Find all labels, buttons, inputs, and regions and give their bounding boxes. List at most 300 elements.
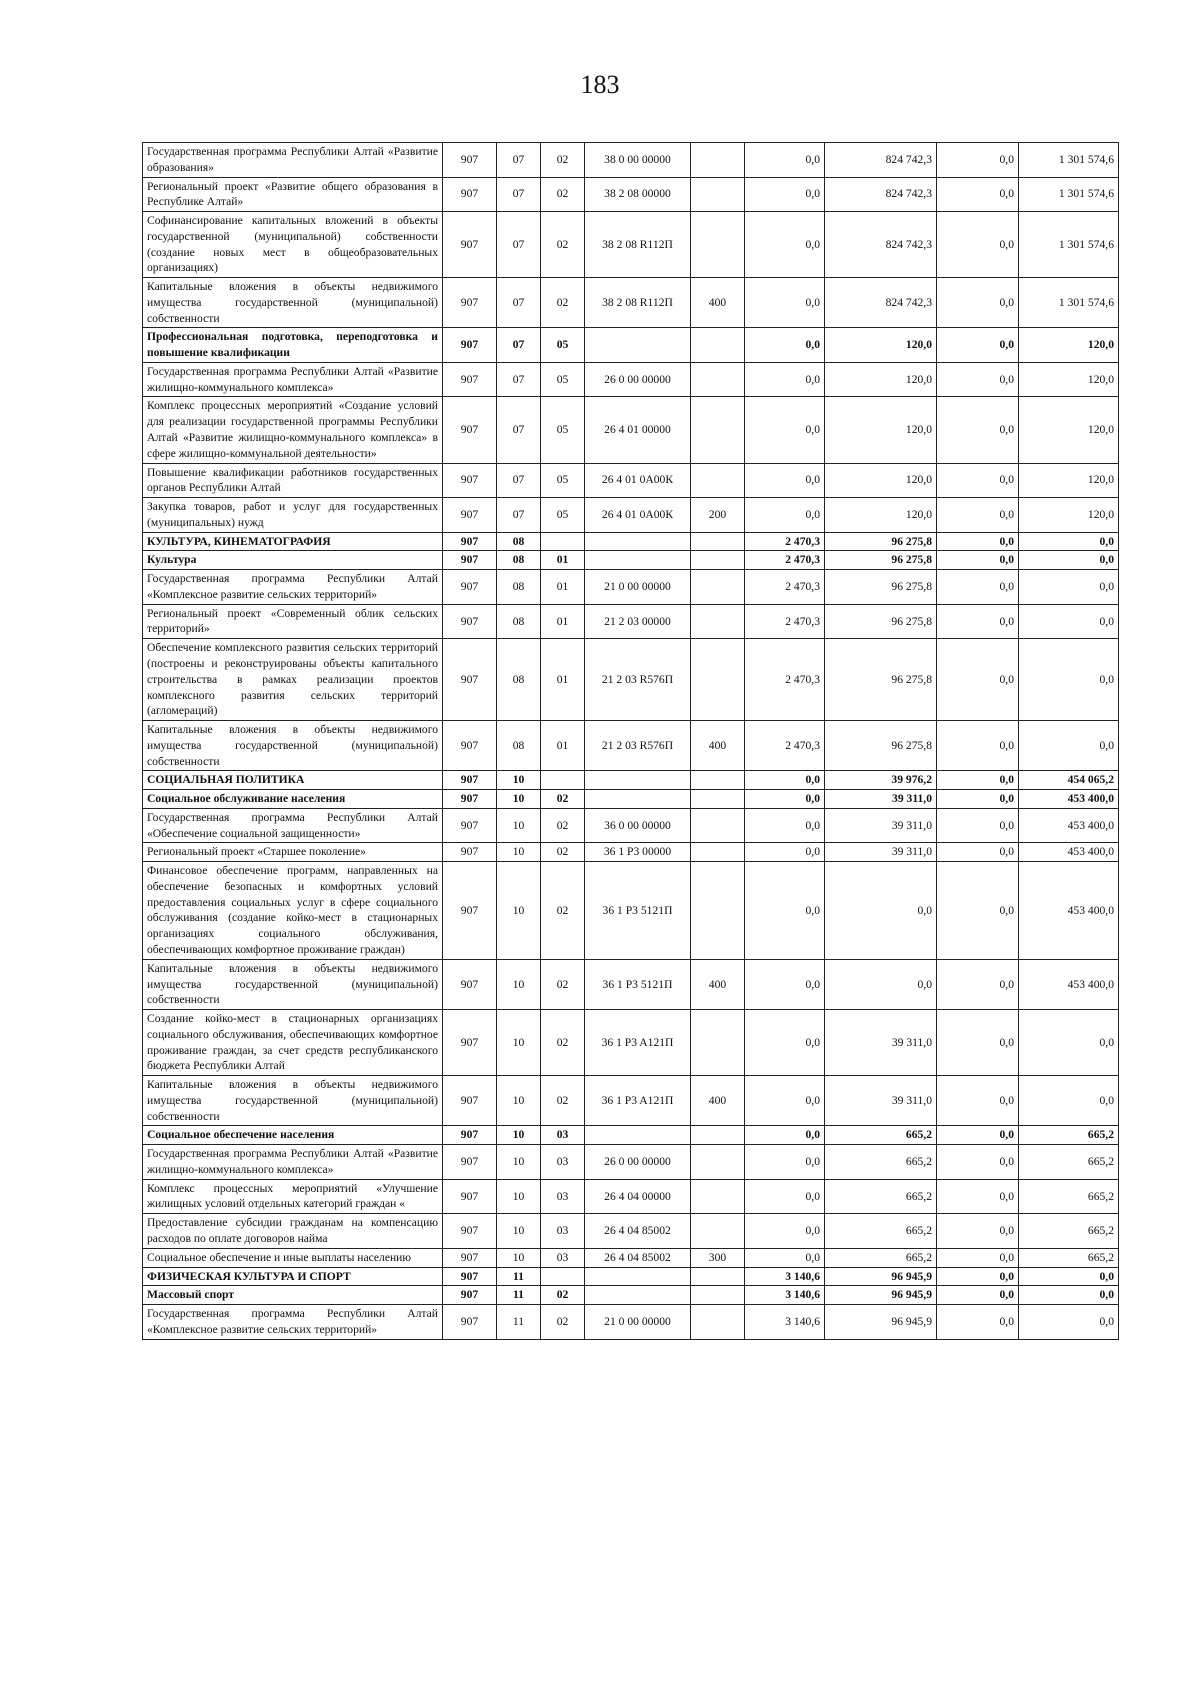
amount-1-cell: 2 470,3	[745, 551, 825, 570]
amount-4-cell: 454 065,2	[1019, 771, 1119, 790]
expense-type-cell	[691, 771, 745, 790]
amount-4-cell: 0,0	[1019, 604, 1119, 639]
amount-1-cell: 0,0	[745, 959, 825, 1009]
target-article-cell: 26 0 00 00000	[585, 1145, 691, 1180]
amount-1-cell: 0,0	[745, 1179, 825, 1214]
row-name-cell: Комплекс процессных мероприятий «Улучшение жилищных условий отдельных категорий граждан «	[143, 1179, 443, 1214]
expense-type-cell	[691, 1305, 745, 1340]
subsection-code-cell: 02	[541, 790, 585, 809]
amount-1-cell: 0,0	[745, 808, 825, 843]
row-name-cell: Закупка товаров, работ и услуг для государственных (муниципальных) нужд	[143, 498, 443, 533]
amount-3-cell: 0,0	[937, 771, 1019, 790]
row-name-cell: Социальное обслуживание населения	[143, 790, 443, 809]
amount-2-cell: 39 311,0	[825, 843, 937, 862]
section-code-cell: 10	[497, 862, 541, 960]
subsection-code-cell: 01	[541, 639, 585, 721]
amount-4-cell: 1 301 574,6	[1019, 177, 1119, 212]
target-article-cell	[585, 790, 691, 809]
amount-3-cell: 0,0	[937, 959, 1019, 1009]
subsection-code-cell: 05	[541, 362, 585, 397]
amount-3-cell: 0,0	[937, 532, 1019, 551]
grbs-code-cell: 907	[443, 532, 497, 551]
subsection-code-cell: 05	[541, 328, 585, 363]
amount-2-cell: 96 275,8	[825, 639, 937, 721]
amount-4-cell: 453 400,0	[1019, 862, 1119, 960]
table-row	[143, 570, 1119, 605]
table-row	[143, 362, 1119, 397]
section-code-cell: 07	[497, 397, 541, 463]
target-article-cell	[585, 1267, 691, 1286]
grbs-code-cell: 907	[443, 862, 497, 960]
amount-1-cell: 2 470,3	[745, 721, 825, 771]
table-row	[143, 959, 1119, 1009]
amount-3-cell: 0,0	[937, 790, 1019, 809]
row-name-cell: Государственная программа Республики Алтай «Развитие жилищно-коммунального комплекса»	[143, 362, 443, 397]
expense-type-cell	[691, 639, 745, 721]
expense-type-cell: 400	[691, 1076, 745, 1126]
grbs-code-cell: 907	[443, 551, 497, 570]
row-name-cell: Региональный проект «Старшее поколение»	[143, 843, 443, 862]
grbs-code-cell: 907	[443, 212, 497, 278]
subsection-code-cell: 01	[541, 570, 585, 605]
subsection-code-cell: 05	[541, 463, 585, 498]
section-code-cell: 08	[497, 551, 541, 570]
amount-4-cell: 0,0	[1019, 551, 1119, 570]
grbs-code-cell: 907	[443, 397, 497, 463]
amount-3-cell: 0,0	[937, 1179, 1019, 1214]
grbs-code-cell: 907	[443, 771, 497, 790]
amount-3-cell: 0,0	[937, 639, 1019, 721]
amount-4-cell: 0,0	[1019, 1076, 1119, 1126]
expense-type-cell	[691, 862, 745, 960]
amount-3-cell: 0,0	[937, 1305, 1019, 1340]
amount-1-cell: 2 470,3	[745, 604, 825, 639]
grbs-code-cell: 907	[443, 808, 497, 843]
amount-4-cell: 0,0	[1019, 570, 1119, 605]
target-article-cell: 21 2 03 R576П	[585, 639, 691, 721]
table-row	[143, 143, 1119, 178]
section-code-cell: 10	[497, 843, 541, 862]
amount-2-cell: 120,0	[825, 498, 937, 533]
table-row	[143, 1010, 1119, 1076]
amount-1-cell: 0,0	[745, 790, 825, 809]
row-name-cell: Государственная программа Республики Алтай «Обеспечение социальной защищенности»	[143, 808, 443, 843]
amount-2-cell: 0,0	[825, 862, 937, 960]
amount-3-cell: 0,0	[937, 721, 1019, 771]
amount-2-cell: 96 275,8	[825, 721, 937, 771]
amount-2-cell: 39 311,0	[825, 808, 937, 843]
target-article-cell: 26 4 04 00000	[585, 1179, 691, 1214]
subsection-code-cell: 03	[541, 1126, 585, 1145]
expense-type-cell: 400	[691, 959, 745, 1009]
amount-1-cell: 0,0	[745, 212, 825, 278]
section-code-cell: 07	[497, 177, 541, 212]
amount-4-cell: 665,2	[1019, 1126, 1119, 1145]
grbs-code-cell: 907	[443, 1305, 497, 1340]
amount-2-cell: 120,0	[825, 328, 937, 363]
expense-type-cell	[691, 843, 745, 862]
expense-type-cell	[691, 1010, 745, 1076]
table-row	[143, 771, 1119, 790]
amount-3-cell: 0,0	[937, 278, 1019, 328]
subsection-code-cell: 02	[541, 808, 585, 843]
target-article-cell	[585, 771, 691, 790]
subsection-code-cell: 01	[541, 721, 585, 771]
section-code-cell: 10	[497, 1145, 541, 1180]
table-row	[143, 862, 1119, 960]
amount-3-cell: 0,0	[937, 143, 1019, 178]
section-code-cell: 08	[497, 570, 541, 605]
amount-1-cell: 0,0	[745, 843, 825, 862]
section-code-cell: 08	[497, 639, 541, 721]
amount-2-cell: 96 945,9	[825, 1286, 937, 1305]
row-name-cell: Предоставление субсидии гражданам на компенсацию расходов по оплате договоров найма	[143, 1214, 443, 1249]
grbs-code-cell: 907	[443, 1010, 497, 1076]
grbs-code-cell: 907	[443, 143, 497, 178]
subsection-code-cell: 03	[541, 1179, 585, 1214]
amount-3-cell: 0,0	[937, 1214, 1019, 1249]
row-name-cell: СОЦИАЛЬНАЯ ПОЛИТИКА	[143, 771, 443, 790]
section-code-cell: 07	[497, 463, 541, 498]
amount-4-cell: 453 400,0	[1019, 790, 1119, 809]
amount-1-cell: 0,0	[745, 143, 825, 178]
table-row	[143, 1286, 1119, 1305]
row-name-cell: Обеспечение комплексного развития сельских территорий (построены и реконструированы объекты капитального строительства в рамках реализации проектов комплексного развития сельских территорий (агломераций)	[143, 639, 443, 721]
subsection-code-cell: 05	[541, 397, 585, 463]
subsection-code-cell: 02	[541, 143, 585, 178]
amount-2-cell: 96 275,8	[825, 551, 937, 570]
subsection-code-cell: 03	[541, 1214, 585, 1249]
section-code-cell: 07	[497, 498, 541, 533]
row-name-cell: Социальное обеспечение населения	[143, 1126, 443, 1145]
table-row	[143, 328, 1119, 363]
subsection-code-cell: 02	[541, 177, 585, 212]
subsection-code-cell	[541, 771, 585, 790]
amount-1-cell: 0,0	[745, 362, 825, 397]
amount-2-cell: 665,2	[825, 1214, 937, 1249]
amount-1-cell: 0,0	[745, 463, 825, 498]
section-code-cell: 10	[497, 790, 541, 809]
section-code-cell: 08	[497, 721, 541, 771]
subsection-code-cell: 02	[541, 959, 585, 1009]
target-article-cell: 38 2 08 00000	[585, 177, 691, 212]
subsection-code-cell	[541, 532, 585, 551]
target-article-cell: 26 0 00 00000	[585, 362, 691, 397]
table-row	[143, 212, 1119, 278]
grbs-code-cell: 907	[443, 328, 497, 363]
amount-2-cell: 96 275,8	[825, 532, 937, 551]
amount-2-cell: 39 311,0	[825, 790, 937, 809]
amount-1-cell: 0,0	[745, 1248, 825, 1267]
target-article-cell: 36 1 P3 00000	[585, 843, 691, 862]
amount-4-cell: 120,0	[1019, 397, 1119, 463]
section-code-cell: 08	[497, 604, 541, 639]
amount-3-cell: 0,0	[937, 1126, 1019, 1145]
amount-4-cell: 120,0	[1019, 463, 1119, 498]
grbs-code-cell: 907	[443, 570, 497, 605]
section-code-cell: 10	[497, 1214, 541, 1249]
grbs-code-cell: 907	[443, 1267, 497, 1286]
target-article-cell: 36 1 P3 5121П	[585, 959, 691, 1009]
expense-type-cell	[691, 551, 745, 570]
amount-1-cell: 2 470,3	[745, 570, 825, 605]
table-row	[143, 177, 1119, 212]
amount-4-cell: 665,2	[1019, 1214, 1119, 1249]
section-code-cell: 10	[497, 1076, 541, 1126]
row-name-cell: Государственная программа Республики Алтай «Развитие жилищно-коммунального комплекса»	[143, 1145, 443, 1180]
target-article-cell	[585, 328, 691, 363]
amount-3-cell: 0,0	[937, 1286, 1019, 1305]
target-article-cell: 26 4 01 0А00К	[585, 463, 691, 498]
amount-2-cell: 0,0	[825, 959, 937, 1009]
amount-1-cell: 0,0	[745, 1145, 825, 1180]
grbs-code-cell: 907	[443, 463, 497, 498]
table-row	[143, 278, 1119, 328]
budget-table	[142, 142, 1119, 1340]
amount-3-cell: 0,0	[937, 362, 1019, 397]
table-row	[143, 808, 1119, 843]
table-row	[143, 551, 1119, 570]
grbs-code-cell: 907	[443, 1126, 497, 1145]
target-article-cell: 36 1 P3 A121П	[585, 1010, 691, 1076]
target-article-cell: 36 0 00 00000	[585, 808, 691, 843]
section-code-cell: 10	[497, 808, 541, 843]
amount-3-cell: 0,0	[937, 551, 1019, 570]
expense-type-cell	[691, 212, 745, 278]
grbs-code-cell: 907	[443, 177, 497, 212]
grbs-code-cell: 907	[443, 843, 497, 862]
amount-2-cell: 120,0	[825, 463, 937, 498]
section-code-cell: 07	[497, 212, 541, 278]
target-article-cell	[585, 551, 691, 570]
expense-type-cell	[691, 397, 745, 463]
amount-3-cell: 0,0	[937, 862, 1019, 960]
expense-type-cell	[691, 532, 745, 551]
target-article-cell: 26 4 04 85002	[585, 1214, 691, 1249]
subsection-code-cell: 02	[541, 278, 585, 328]
table-row	[143, 498, 1119, 533]
row-name-cell: Государственная программа Республики Алтай «Комплексное развитие сельских территорий»	[143, 570, 443, 605]
row-name-cell: Капитальные вложения в объекты недвижимого имущества государственной (муниципальной) собственности	[143, 1076, 443, 1126]
amount-2-cell: 665,2	[825, 1145, 937, 1180]
section-code-cell: 10	[497, 1179, 541, 1214]
target-article-cell	[585, 532, 691, 551]
row-name-cell: КУЛЬТУРА, КИНЕМАТОГРАФИЯ	[143, 532, 443, 551]
section-code-cell: 07	[497, 362, 541, 397]
target-article-cell: 26 4 04 85002	[585, 1248, 691, 1267]
row-name-cell: Культура	[143, 551, 443, 570]
grbs-code-cell: 907	[443, 362, 497, 397]
subsection-code-cell: 01	[541, 551, 585, 570]
target-article-cell: 26 4 01 00000	[585, 397, 691, 463]
row-name-cell: Капитальные вложения в объекты недвижимого имущества государственной (муниципальной) собственности	[143, 721, 443, 771]
subsection-code-cell: 05	[541, 498, 585, 533]
amount-1-cell: 0,0	[745, 862, 825, 960]
subsection-code-cell: 02	[541, 843, 585, 862]
subsection-code-cell: 03	[541, 1145, 585, 1180]
amount-4-cell: 1 301 574,6	[1019, 278, 1119, 328]
amount-1-cell: 0,0	[745, 1214, 825, 1249]
target-article-cell: 38 0 00 00000	[585, 143, 691, 178]
amount-2-cell: 824 742,3	[825, 212, 937, 278]
row-name-cell: Капитальные вложения в объекты недвижимого имущества государственной (муниципальной) собственности	[143, 959, 443, 1009]
amount-3-cell: 0,0	[937, 570, 1019, 605]
expense-type-cell	[691, 1267, 745, 1286]
row-name-cell: Региональный проект «Развитие общего образования в Республике Алтай»	[143, 177, 443, 212]
amount-4-cell: 120,0	[1019, 328, 1119, 363]
expense-type-cell	[691, 1214, 745, 1249]
table-row	[143, 1305, 1119, 1340]
section-code-cell: 11	[497, 1267, 541, 1286]
grbs-code-cell: 907	[443, 278, 497, 328]
section-code-cell: 07	[497, 328, 541, 363]
row-name-cell: Массовый спорт	[143, 1286, 443, 1305]
expense-type-cell: 400	[691, 278, 745, 328]
target-article-cell: 21 2 03 R576П	[585, 721, 691, 771]
expense-type-cell	[691, 362, 745, 397]
amount-4-cell: 665,2	[1019, 1248, 1119, 1267]
subsection-code-cell: 02	[541, 1286, 585, 1305]
table-row	[143, 397, 1119, 463]
amount-3-cell: 0,0	[937, 463, 1019, 498]
grbs-code-cell: 907	[443, 790, 497, 809]
expense-type-cell	[691, 604, 745, 639]
subsection-code-cell	[541, 1267, 585, 1286]
subsection-code-cell: 02	[541, 1076, 585, 1126]
section-code-cell: 07	[497, 143, 541, 178]
amount-1-cell: 0,0	[745, 278, 825, 328]
amount-4-cell: 0,0	[1019, 1286, 1119, 1305]
section-code-cell: 10	[497, 1010, 541, 1076]
amount-4-cell: 0,0	[1019, 1267, 1119, 1286]
subsection-code-cell: 03	[541, 1248, 585, 1267]
amount-1-cell: 0,0	[745, 1076, 825, 1126]
amount-3-cell: 0,0	[937, 328, 1019, 363]
table-row	[143, 1179, 1119, 1214]
table-row	[143, 604, 1119, 639]
amount-3-cell: 0,0	[937, 843, 1019, 862]
amount-3-cell: 0,0	[937, 808, 1019, 843]
target-article-cell: 21 2 03 00000	[585, 604, 691, 639]
table-row	[143, 639, 1119, 721]
table-row	[143, 1267, 1119, 1286]
grbs-code-cell: 907	[443, 1248, 497, 1267]
amount-1-cell: 0,0	[745, 1010, 825, 1076]
amount-2-cell: 824 742,3	[825, 177, 937, 212]
amount-4-cell: 1 301 574,6	[1019, 212, 1119, 278]
amount-3-cell: 0,0	[937, 177, 1019, 212]
amount-2-cell: 824 742,3	[825, 278, 937, 328]
row-name-cell: Региональный проект «Современный облик сельских территорий»	[143, 604, 443, 639]
amount-4-cell: 0,0	[1019, 532, 1119, 551]
subsection-code-cell: 02	[541, 212, 585, 278]
amount-3-cell: 0,0	[937, 498, 1019, 533]
page-number: 183	[580, 70, 620, 99]
row-name-cell: Повышение квалификации работников государственных органов Республики Алтай	[143, 463, 443, 498]
subsection-code-cell: 02	[541, 1305, 585, 1340]
row-name-cell: Финансовое обеспечение программ, направленных на обеспечение безопасных и комфортных условий предоставления социальных услуг в сфере социального обслуживания (создание койко-мест в стационарных организациях социального обслуживания, обеспечивающих комфортное проживание граждан)	[143, 862, 443, 960]
table-row	[143, 1214, 1119, 1249]
subsection-code-cell: 01	[541, 604, 585, 639]
row-name-cell: Государственная программа Республики Алтай «Развитие образования»	[143, 143, 443, 178]
grbs-code-cell: 907	[443, 1179, 497, 1214]
table-row	[143, 1145, 1119, 1180]
grbs-code-cell: 907	[443, 721, 497, 771]
amount-2-cell: 824 742,3	[825, 143, 937, 178]
row-name-cell: Софинансирование капитальных вложений в объекты государственной (муниципальной) собственности (создание новых мест в общеобразовательных организациях)	[143, 212, 443, 278]
table-row	[143, 721, 1119, 771]
row-name-cell: Профессиональная подготовка, переподготовка и повышение квалификации	[143, 328, 443, 363]
section-code-cell: 07	[497, 278, 541, 328]
grbs-code-cell: 907	[443, 604, 497, 639]
amount-1-cell: 0,0	[745, 1126, 825, 1145]
section-code-cell: 10	[497, 1248, 541, 1267]
amount-1-cell: 0,0	[745, 771, 825, 790]
grbs-code-cell: 907	[443, 1145, 497, 1180]
expense-type-cell	[691, 790, 745, 809]
subsection-code-cell: 02	[541, 862, 585, 960]
grbs-code-cell: 907	[443, 959, 497, 1009]
expense-type-cell	[691, 143, 745, 178]
expense-type-cell	[691, 1179, 745, 1214]
grbs-code-cell: 907	[443, 1214, 497, 1249]
amount-3-cell: 0,0	[937, 397, 1019, 463]
table-row	[143, 1248, 1119, 1267]
amount-1-cell: 3 140,6	[745, 1267, 825, 1286]
section-code-cell: 08	[497, 532, 541, 551]
row-name-cell: Комплекс процессных мероприятий «Создание условий для реализации государственной программы Республики Алтай «Развитие жилищно-коммунального комплекса» в сфере жилищно-коммунальной деятельности»	[143, 397, 443, 463]
target-article-cell	[585, 1286, 691, 1305]
target-article-cell	[585, 1126, 691, 1145]
amount-1-cell: 0,0	[745, 177, 825, 212]
amount-2-cell: 120,0	[825, 397, 937, 463]
table-row	[143, 532, 1119, 551]
table-row	[143, 790, 1119, 809]
amount-1-cell: 0,0	[745, 498, 825, 533]
amount-4-cell: 453 400,0	[1019, 959, 1119, 1009]
expense-type-cell: 300	[691, 1248, 745, 1267]
amount-4-cell: 453 400,0	[1019, 808, 1119, 843]
amount-4-cell: 0,0	[1019, 1305, 1119, 1340]
amount-4-cell: 453 400,0	[1019, 843, 1119, 862]
amount-4-cell: 665,2	[1019, 1179, 1119, 1214]
amount-2-cell: 96 945,9	[825, 1267, 937, 1286]
amount-4-cell: 0,0	[1019, 639, 1119, 721]
row-name-cell: Социальное обеспечение и иные выплаты населению	[143, 1248, 443, 1267]
target-article-cell: 36 1 P3 5121П	[585, 862, 691, 960]
grbs-code-cell: 907	[443, 1076, 497, 1126]
amount-1-cell: 3 140,6	[745, 1305, 825, 1340]
amount-4-cell: 1 301 574,6	[1019, 143, 1119, 178]
row-name-cell: ФИЗИЧЕСКАЯ КУЛЬТУРА И СПОРТ	[143, 1267, 443, 1286]
amount-1-cell: 0,0	[745, 328, 825, 363]
expense-type-cell: 200	[691, 498, 745, 533]
grbs-code-cell: 907	[443, 498, 497, 533]
amount-4-cell: 120,0	[1019, 498, 1119, 533]
expense-type-cell	[691, 328, 745, 363]
section-code-cell: 10	[497, 771, 541, 790]
table-row	[143, 1076, 1119, 1126]
amount-2-cell: 120,0	[825, 362, 937, 397]
grbs-code-cell: 907	[443, 639, 497, 721]
row-name-cell: Создание койко-мест в стационарных организациях социального обслуживания, обеспечивающих комфортное проживание граждан, за счет средств республиканского бюджета Республики Алтай	[143, 1010, 443, 1076]
target-article-cell: 38 2 08 R112П	[585, 278, 691, 328]
amount-2-cell: 96 945,9	[825, 1305, 937, 1340]
target-article-cell: 26 4 01 0А00К	[585, 498, 691, 533]
amount-2-cell: 665,2	[825, 1126, 937, 1145]
amount-2-cell: 39 311,0	[825, 1010, 937, 1076]
amount-1-cell: 0,0	[745, 397, 825, 463]
